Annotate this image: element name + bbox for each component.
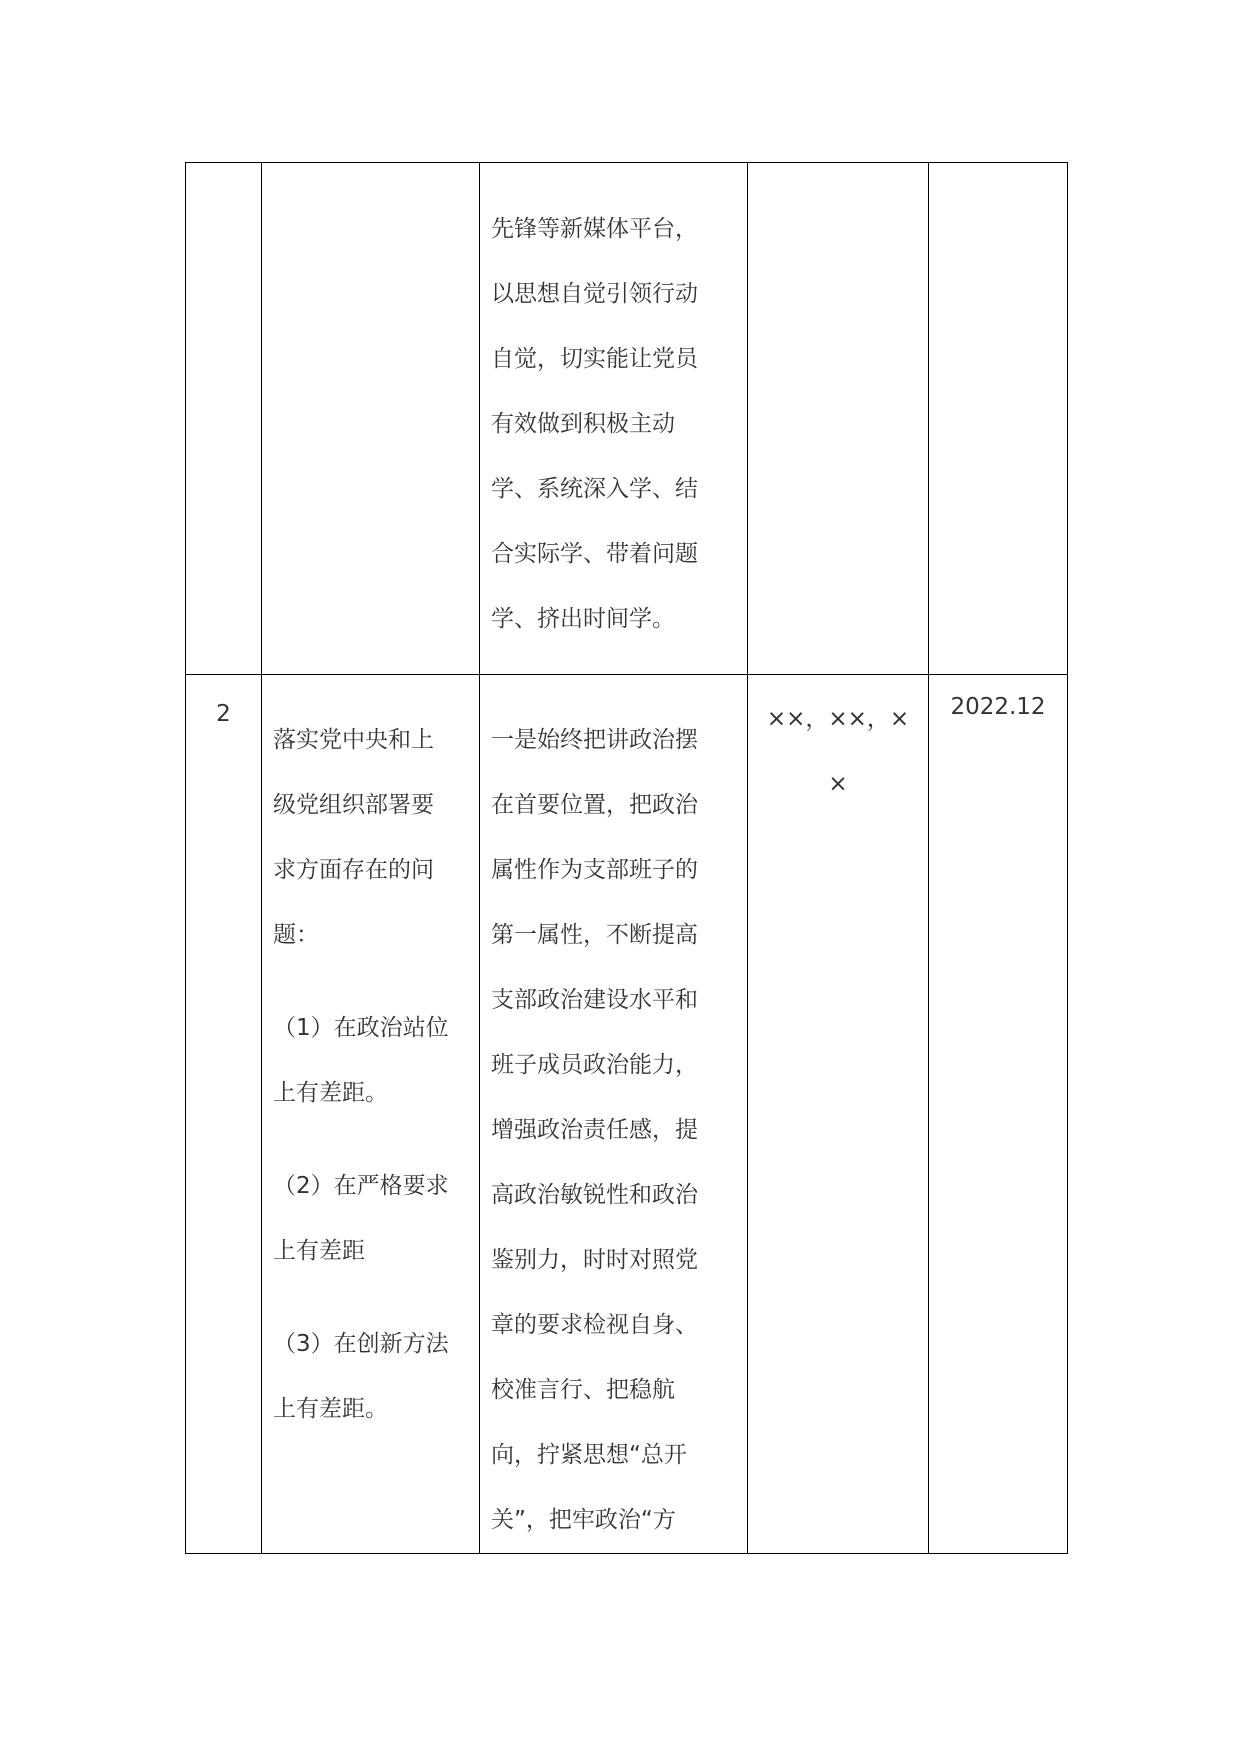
measures-cell [480,675,748,1554]
measures-line: 有效做到积极主动 [491,411,675,437]
measures-cell [480,163,748,675]
sub-item-line: 上有差距 [273,1238,365,1264]
problem-cell [262,675,480,1554]
problem-line: 题： [273,922,319,948]
sub-item-line: 上有差距。 [273,1396,388,1422]
measures-line: 在首要位置，把政治 [491,792,698,818]
measures-line: 高政治敏锐性和政治 [491,1182,698,1208]
deadline-cell [929,675,1068,1554]
problem-line: 落实党中央和上 [273,727,434,753]
measures-line: 属性作为支部班子的 [491,857,698,883]
measures-line: 向，拧紧思想“总开 [491,1442,687,1468]
sub-item-line: （3）在创新方法 [273,1331,449,1357]
responsible-line: ××，××，× [766,706,910,732]
measures-line: 支部政治建设水平和 [491,987,698,1013]
row-number-cell [186,163,262,675]
responsible-cell [748,163,929,675]
problem-cell [262,163,480,675]
problem-sub-item [273,1154,468,1284]
rectification-table [185,162,1068,1554]
problem-sub-item [273,996,468,1126]
measures-line: 鉴别力，时时对照党 [491,1247,698,1273]
table-row-continued [186,163,1068,675]
row-number: 2 [216,701,231,727]
measures-line: 先锋等新媒体平台， [491,216,698,242]
measures-line: 章的要求检视自身、 [491,1312,698,1338]
measures-line: 合实际学、带着问题 [491,541,698,567]
responsible-line: × [828,771,848,797]
sub-item-line: （2）在严格要求 [273,1173,449,1199]
measures-line: 第一属性，不断提高 [491,922,698,948]
measures-line: 班子成员政治能力， [491,1052,698,1078]
measures-line: 一是始终把讲政治摆 [491,727,698,753]
measures-line: 关”，把牢政治“方 [491,1507,676,1533]
measures-line: 学、系统深入学、结 [491,476,698,502]
problem-line: 级党组织部署要 [273,792,434,818]
table-row-2 [186,675,1068,1554]
measures-line: 以思想自觉引领行动 [491,281,698,307]
sub-item-line: 上有差距。 [273,1080,388,1106]
problem-line: 求方面存在的问 [273,857,434,883]
measures-line: 增强政治责任感，提 [491,1117,698,1143]
responsible-cell [748,675,929,1554]
measures-line: 学、挤出时间学。 [491,606,675,632]
sub-item-line: （1）在政治站位 [273,1015,449,1041]
deadline-cell [929,163,1068,675]
measures-line: 校准言行、把稳航 [491,1377,675,1403]
row-number [197,163,250,182]
problem-sub-item [273,1312,468,1442]
row-number-cell [186,675,262,1554]
measures-line: 自觉，切实能让党员 [491,346,698,372]
deadline-text: 2022.12 [950,694,1046,720]
